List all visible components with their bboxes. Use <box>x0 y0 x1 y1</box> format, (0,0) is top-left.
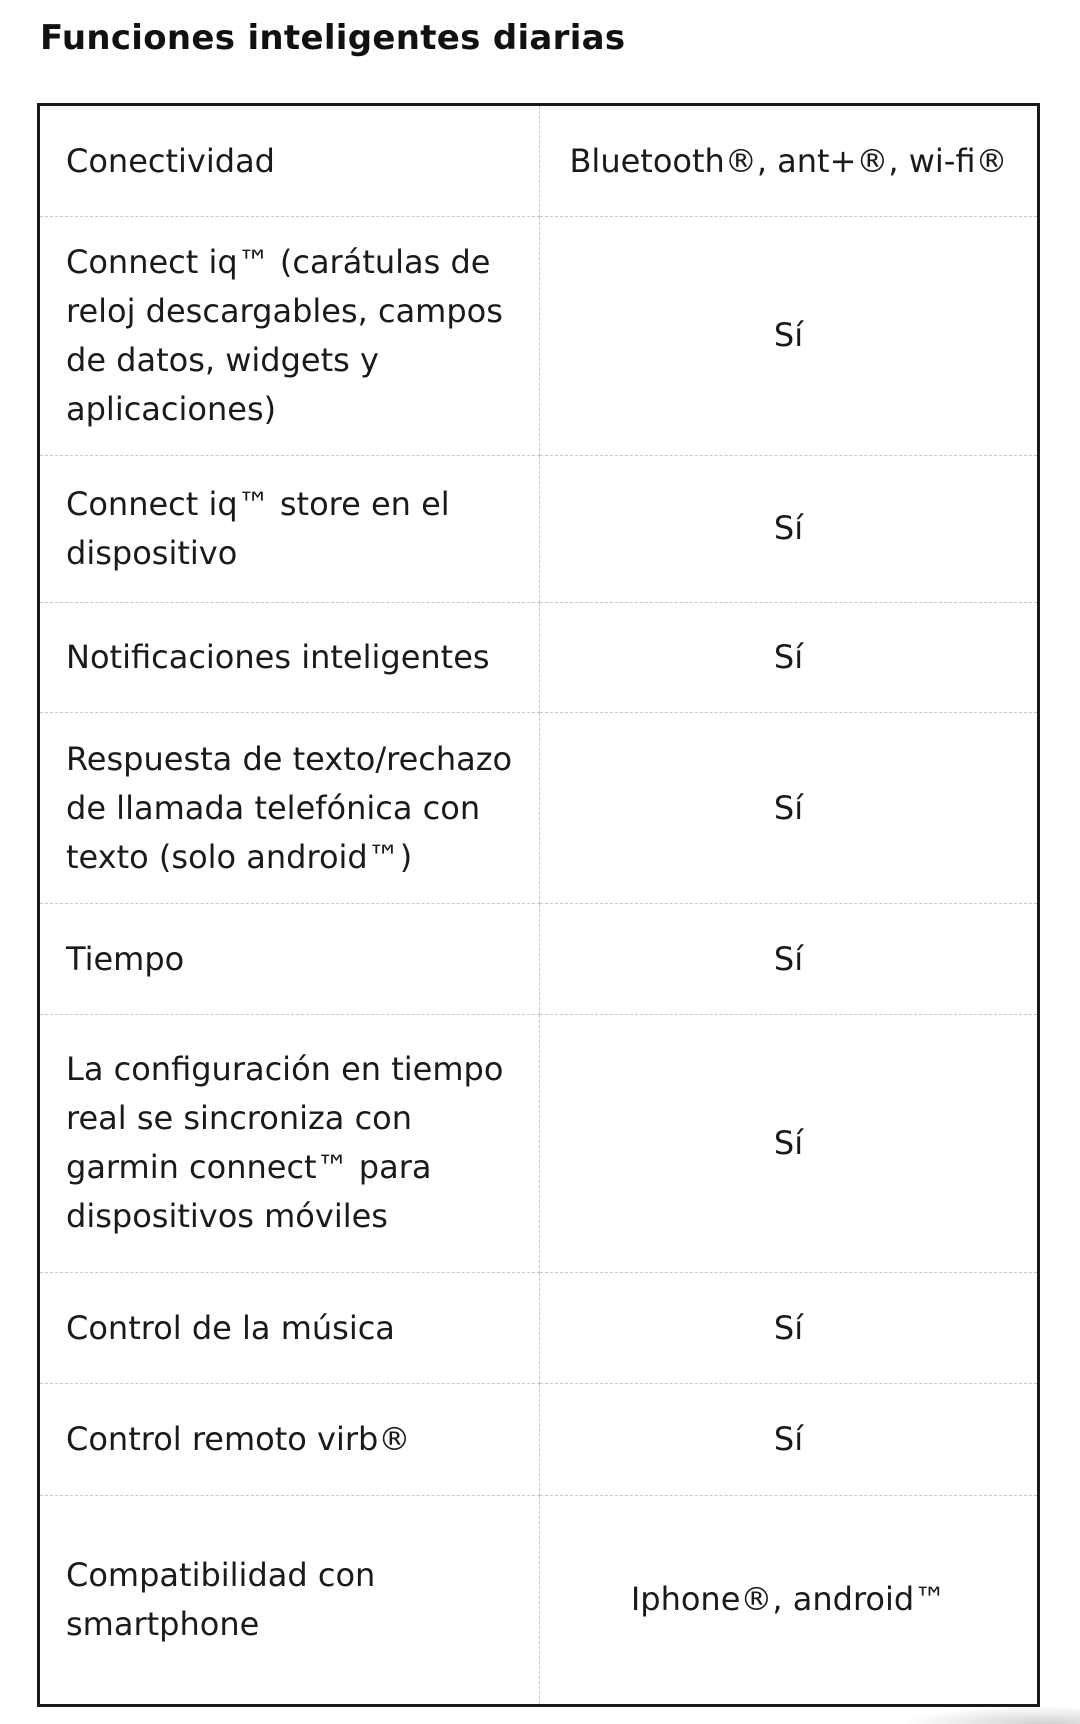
table-row <box>39 602 1039 712</box>
feature-value: Sí <box>540 713 1039 904</box>
feature-value: Iphone®, android™ <box>630 1580 947 1619</box>
table-row <box>39 1495 1039 1705</box>
table-row <box>39 713 1039 904</box>
features-table <box>37 103 1040 1707</box>
page-edge-shadow <box>900 1706 1080 1724</box>
feature-value: Sí <box>540 1273 1039 1384</box>
feature-value: Sí <box>540 455 1039 602</box>
table-row <box>39 904 1039 1014</box>
feature-label: Control de la música <box>39 1273 540 1384</box>
feature-label: Notificaciones inteligentes <box>39 602 540 712</box>
feature-label: Conectividad <box>39 105 540 217</box>
feature-label: Connect iq™ (carátulas de reloj descargables, campos de datos, widgets y aplicaciones) <box>39 217 540 455</box>
feature-label: Connect iq™ store en el dispositivo <box>39 455 540 602</box>
table-row <box>39 1384 1039 1495</box>
feature-value: Sí <box>540 217 1039 455</box>
feature-value: Bluetooth®, ant+®, wi-fi® <box>540 105 1039 217</box>
feature-value: Sí <box>540 602 1039 712</box>
table-row <box>39 1014 1039 1272</box>
page-title: Funciones inteligentes diarias <box>40 18 626 58</box>
feature-label: Compatibilidad con smartphone <box>39 1495 540 1705</box>
table-row <box>39 105 1039 217</box>
feature-label: Control remoto virb® <box>39 1384 540 1495</box>
table-row <box>39 455 1039 602</box>
feature-label: Tiempo <box>39 904 540 1014</box>
feature-value: Sí <box>540 1014 1039 1272</box>
feature-value: Sí <box>540 1384 1039 1495</box>
table-row <box>39 217 1039 455</box>
table-row <box>39 1273 1039 1384</box>
feature-label: La configuración en tiempo real se sincroniza con garmin connect™ para dispositivos móviles <box>39 1014 540 1272</box>
feature-label: Respuesta de texto/rechazo de llamada telefónica con texto (solo android™) <box>39 713 540 904</box>
feature-value: Sí <box>540 904 1039 1014</box>
